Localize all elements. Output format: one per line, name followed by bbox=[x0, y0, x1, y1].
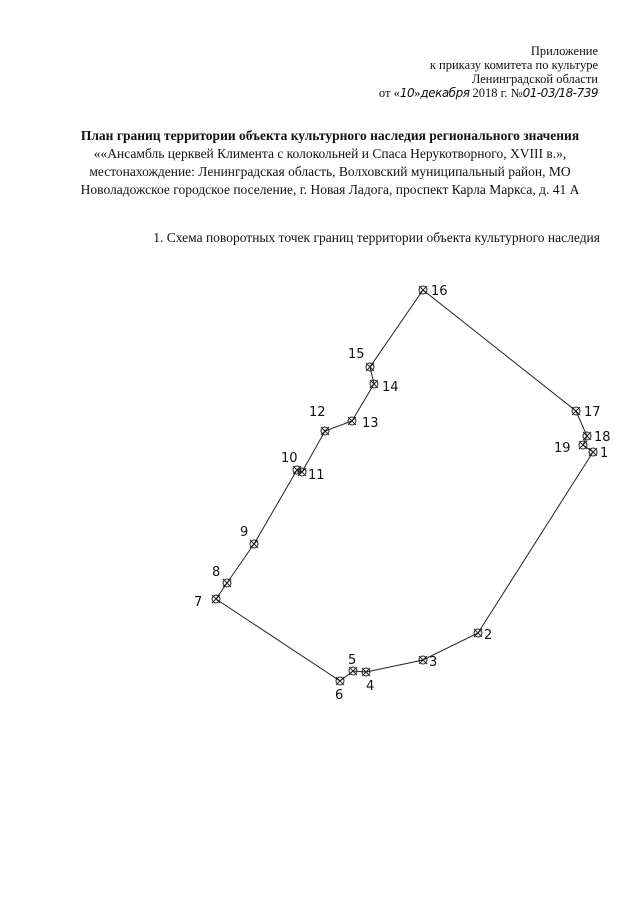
point-marker-cross bbox=[419, 656, 427, 664]
turning-point-16 bbox=[419, 284, 448, 299]
title-bold: План границ территории объекта культурного наследия регионального значения bbox=[80, 128, 580, 143]
point-marker-cross bbox=[579, 441, 587, 449]
point-label: 3 bbox=[429, 655, 438, 670]
point-label: 9 bbox=[240, 525, 249, 540]
turning-point-3 bbox=[419, 655, 437, 670]
point-marker-cross bbox=[348, 417, 356, 425]
order-number: 01-03/18-739 bbox=[522, 86, 598, 100]
point-label: 18 bbox=[594, 430, 611, 445]
section-heading: 1. Схема поворотных точек границ территории объекта культурного наследия bbox=[153, 230, 600, 245]
point-marker-cross bbox=[419, 286, 427, 294]
turning-point-14 bbox=[370, 380, 399, 395]
date-year: 2018 г. № bbox=[472, 86, 523, 100]
date-mid: » bbox=[414, 86, 421, 100]
point-marker-cross bbox=[589, 448, 597, 456]
point-marker-cross bbox=[321, 427, 329, 435]
point-marker-cross bbox=[572, 407, 580, 415]
turning-point-12 bbox=[309, 405, 329, 435]
point-label: 1 bbox=[600, 446, 609, 461]
point-marker-cross bbox=[366, 363, 374, 371]
turning-point-7 bbox=[194, 595, 220, 610]
turning-point-18 bbox=[583, 430, 611, 445]
point-marker-cross bbox=[583, 432, 591, 440]
point-label: 10 bbox=[281, 451, 298, 466]
date-prefix: от « bbox=[378, 86, 400, 100]
title-rest: ««Ансамбль церквей Климента с колокольней и Спаса Нерукотворного, XVIII в.», местонахождение: Ленинградская область, Волховский муниципальный район, МО Новоладожское городское поселение, г. Новая Ладога, проспект Карла Маркса, д. 41 А bbox=[80, 146, 580, 197]
turning-point-19 bbox=[554, 441, 587, 456]
point-label: 14 bbox=[382, 380, 399, 395]
point-label: 7 bbox=[194, 595, 203, 610]
point-label: 6 bbox=[335, 688, 344, 703]
appendix-order: к приказу комитета по культуре bbox=[429, 58, 598, 72]
date-month: декабря bbox=[420, 86, 470, 100]
turning-point-6 bbox=[335, 677, 344, 703]
point-marker-cross bbox=[370, 380, 378, 388]
point-marker-cross bbox=[223, 579, 231, 587]
point-marker-cross bbox=[336, 677, 344, 685]
turning-point-2 bbox=[474, 628, 492, 643]
turning-point-11 bbox=[298, 468, 325, 483]
point-label: 4 bbox=[366, 679, 375, 694]
point-marker-cross bbox=[474, 629, 482, 637]
appendix-region: Ленинградской области bbox=[471, 72, 598, 86]
point-label: 11 bbox=[308, 468, 325, 483]
turning-point-13 bbox=[348, 416, 379, 431]
point-label: 17 bbox=[584, 405, 601, 420]
turning-point-9 bbox=[240, 525, 258, 548]
point-label: 5 bbox=[348, 653, 357, 668]
point-label: 13 bbox=[362, 416, 379, 431]
point-label: 8 bbox=[212, 565, 221, 580]
turning-point-8 bbox=[212, 565, 231, 587]
point-label: 2 bbox=[484, 628, 493, 643]
turning-point-15 bbox=[348, 347, 374, 371]
point-marker-cross bbox=[250, 540, 258, 548]
point-label: 12 bbox=[309, 405, 326, 420]
date-day: 10 bbox=[399, 86, 415, 100]
boundary-line bbox=[216, 290, 593, 681]
appendix-title: Приложение bbox=[530, 44, 598, 58]
point-label: 16 bbox=[431, 284, 448, 299]
point-marker-cross bbox=[212, 595, 220, 603]
point-label: 19 bbox=[554, 441, 571, 456]
turning-point-1 bbox=[589, 446, 608, 461]
point-label: 15 bbox=[348, 347, 365, 362]
